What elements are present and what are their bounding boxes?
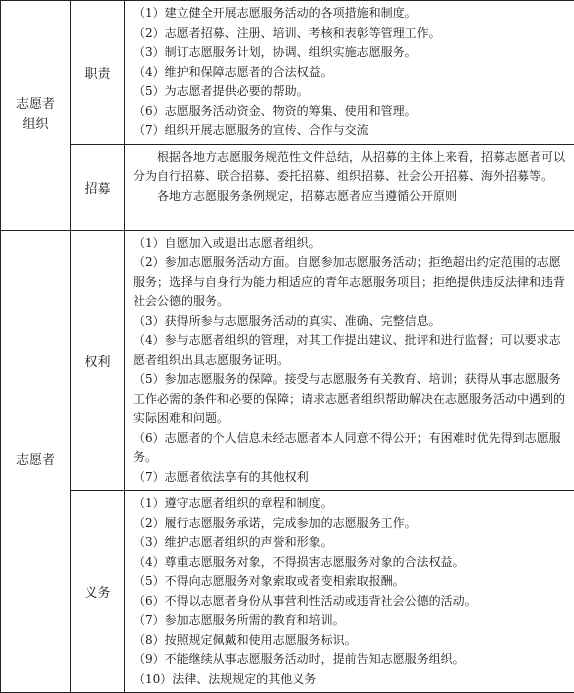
duties-content bbox=[125, 1, 574, 145]
table-row bbox=[1, 1, 574, 145]
list-item: （5）为志愿者提供必要的帮助。 bbox=[133, 82, 570, 102]
list-item: （6）志愿者的个人信息未经志愿者本人同意不得公开；有困难时优先得到志愿服务。 bbox=[133, 429, 570, 468]
sub-label-cell bbox=[71, 144, 125, 230]
list-item: （4）尊重志愿服务对象，不得损害志愿服务对象的合法权益。 bbox=[133, 553, 570, 573]
list-item: （3）获得所参与志愿服务活动的真实、准确、完整信息。 bbox=[133, 312, 570, 332]
category-label: 志愿者组织 bbox=[16, 95, 56, 135]
list-item: （7）组织开展志愿服务的宣传、合作与交流 bbox=[133, 121, 570, 141]
list-item: （4）维护和保障志愿者的合法权益。 bbox=[133, 63, 570, 83]
list-item: （6）志愿服务活动资金、物资的筹集、使用和管理。 bbox=[133, 102, 570, 122]
sub-label: 义务 bbox=[84, 586, 110, 601]
list-item: （7）参加志愿服务所需的教育和培训。 bbox=[133, 611, 570, 631]
list-item: （5）不得向志愿服务对象索取或者变相索取报酬。 bbox=[133, 572, 570, 592]
sub-label: 招募 bbox=[84, 182, 110, 197]
list-item: （3）制订志愿服务计划，协调、组织实施志愿服务。 bbox=[133, 43, 570, 63]
list-item: （5）参加志愿服务的保障。接受与志愿服务有关教育、培训；获得从事志愿服务工作必需的条件和必要的保障；请求志愿者组织帮助解决在志愿服务活动中遇到的实际困难和问题。 bbox=[133, 370, 570, 429]
table-row bbox=[1, 491, 574, 693]
list-item: （2）志愿者招募、注册、培训、考核和表彰等管理工作。 bbox=[133, 24, 570, 44]
sub-label-cell bbox=[71, 1, 125, 145]
list-item: （7）志愿者依法享有的其他权利 bbox=[133, 468, 570, 488]
table-row bbox=[1, 144, 574, 230]
list-item: （1）自愿加入或退出志愿者组织。 bbox=[133, 234, 570, 254]
paragraph: 根据各地方志愿服务规范性文件总结，从招募的主体上来看，招募志愿者可以分为自行招募、联合招募、委托招募、组织招募、社会公开招募、海外招募等。 bbox=[133, 148, 570, 187]
list-item: （6）不得以志愿者身份从事营利性活动或违背社会公德的活动。 bbox=[133, 592, 570, 612]
sub-label: 权利 bbox=[84, 355, 110, 370]
list-item: （9）不能继续从事志愿服务活动时，提前告知志愿服务组织。 bbox=[133, 650, 570, 670]
category-volunteer-cell bbox=[1, 230, 71, 693]
paragraph: 各地方志愿服务条例规定，招募志愿者应当遵循公开原则 bbox=[133, 187, 570, 207]
list-item: （3）维护志愿者组织的声誉和形象。 bbox=[133, 533, 570, 553]
list-item: （2）参加志愿服务活动方面。自愿参加志愿服务活动；拒绝超出约定范围的志愿服务；选择与自身行为能力相适应的青年志愿服务项目；拒绝提供违反法律和违背社会公德的服务。 bbox=[133, 253, 570, 312]
list-item: （1）建立健全开展志愿服务活动的各项措施和制度。 bbox=[133, 4, 570, 24]
table-row bbox=[1, 230, 574, 491]
recruit-content bbox=[125, 144, 574, 230]
list-item: （4）参与志愿者组织的管理，对其工作提出建议、批评和进行监督；可以要求志愿者组织出具志愿服务证明。 bbox=[133, 331, 570, 370]
obligations-content bbox=[125, 491, 574, 693]
list-item: （2）履行志愿服务承诺，完成参加的志愿服务工作。 bbox=[133, 514, 570, 534]
sub-label-cell bbox=[71, 491, 125, 693]
category-label: 志愿者 bbox=[16, 453, 55, 468]
list-item: （10）法律、法规规定的其他义务 bbox=[133, 670, 570, 690]
category-org-cell bbox=[1, 1, 71, 231]
list-item: （1）遵守志愿者组织的章程和制度。 bbox=[133, 494, 570, 514]
sub-label: 职责 bbox=[84, 67, 110, 82]
sub-label-cell bbox=[71, 230, 125, 491]
list-item: （8）按照规定佩戴和使用志愿服务标识。 bbox=[133, 631, 570, 651]
rights-content bbox=[125, 230, 574, 491]
